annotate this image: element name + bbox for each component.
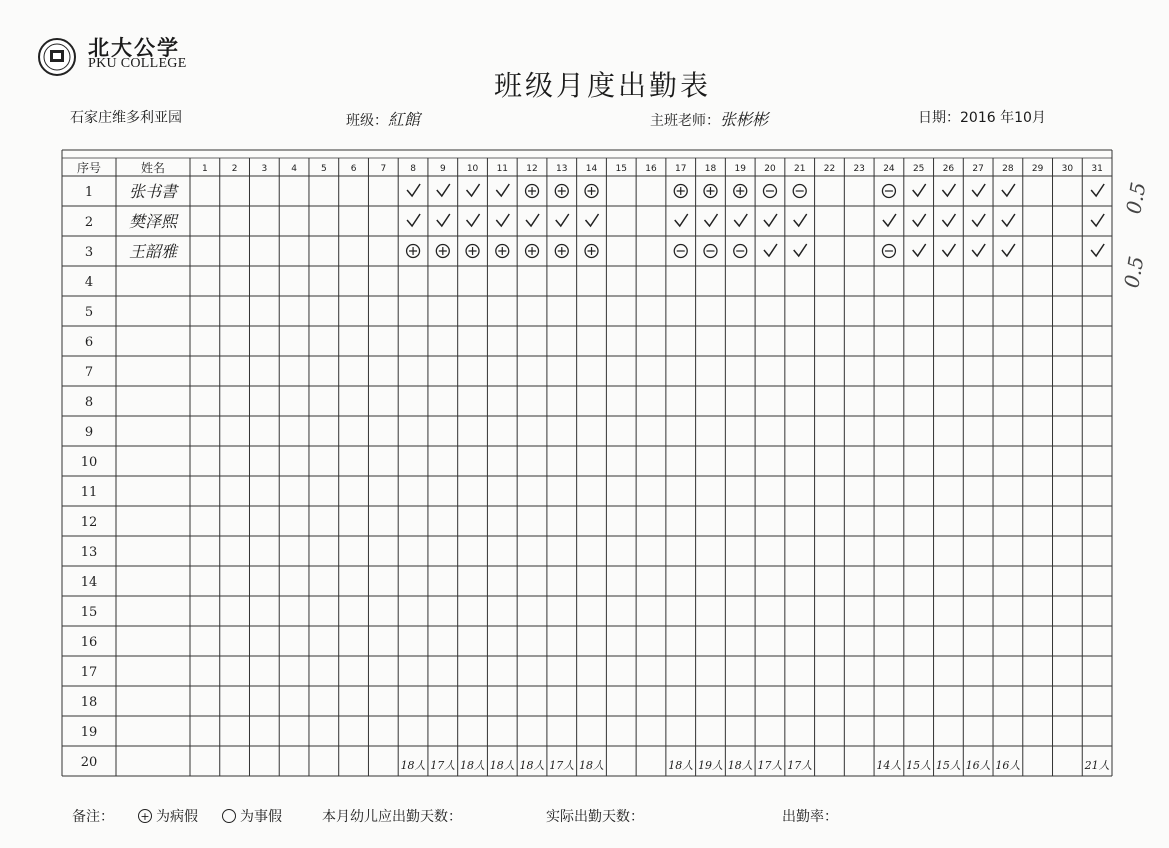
margin-note-2: 0.5 bbox=[1119, 254, 1149, 290]
personal-leave-icon bbox=[882, 185, 895, 198]
row-number: 19 bbox=[80, 725, 98, 740]
day-header-20: 20 bbox=[764, 164, 776, 174]
check-mark-icon bbox=[467, 184, 480, 196]
day-header-5: 5 bbox=[320, 164, 327, 174]
row-number: 14 bbox=[80, 575, 98, 590]
daily-total: 18人 bbox=[460, 759, 486, 772]
day-header-14: 14 bbox=[585, 164, 598, 174]
row-number: 2 bbox=[84, 215, 94, 230]
leave-legend bbox=[222, 806, 282, 826]
note-label: 备注： bbox=[72, 809, 114, 825]
daily-total: 15人 bbox=[935, 759, 961, 772]
date-label: 日期： bbox=[918, 110, 960, 126]
day-header-12: 12 bbox=[526, 164, 538, 174]
col-no-header: 序号 bbox=[76, 161, 102, 175]
date-value: 2016 年10月 bbox=[960, 110, 1046, 126]
day-header-7: 7 bbox=[380, 164, 387, 174]
row-number: 10 bbox=[80, 455, 98, 470]
sick-leave-icon bbox=[526, 185, 539, 198]
check-mark-icon bbox=[1091, 184, 1104, 196]
daily-total: 18人 bbox=[668, 759, 694, 772]
check-mark-icon bbox=[794, 214, 807, 226]
student-name: 张书書 bbox=[128, 182, 178, 201]
sick-leave-icon bbox=[674, 185, 687, 198]
day-header-9: 9 bbox=[439, 164, 446, 174]
teacher-value: 张彬彬 bbox=[720, 110, 769, 129]
leave-legend-label: 为事假 bbox=[240, 809, 282, 825]
sick-leave-icon bbox=[466, 245, 479, 258]
row-number: 8 bbox=[84, 395, 94, 410]
row-number: 6 bbox=[84, 335, 94, 350]
sick-leave-icon bbox=[436, 245, 449, 258]
actual-days-label: 实际出勤天数： bbox=[546, 809, 644, 825]
row-number: 18 bbox=[80, 695, 98, 710]
day-header-17: 17 bbox=[675, 164, 687, 174]
daily-total: 18人 bbox=[519, 759, 545, 772]
day-header-25: 25 bbox=[912, 164, 925, 174]
check-mark-icon bbox=[526, 214, 539, 226]
student-name: 王韶雅 bbox=[128, 242, 178, 261]
personal-leave-icon bbox=[882, 245, 895, 258]
sick-leave-icon bbox=[585, 185, 598, 198]
row-number: 16 bbox=[80, 635, 98, 650]
row-number: 3 bbox=[84, 245, 94, 260]
check-mark-icon bbox=[437, 184, 450, 196]
daily-total: 16人 bbox=[965, 759, 991, 772]
day-header-13: 13 bbox=[556, 164, 568, 174]
check-mark-icon bbox=[764, 214, 777, 226]
check-mark-icon bbox=[407, 214, 420, 226]
class-value: 紅館 bbox=[388, 110, 421, 129]
attendance-rate-label: 出勤率： bbox=[782, 809, 838, 825]
day-header-11: 11 bbox=[496, 164, 509, 174]
check-mark-icon bbox=[467, 214, 480, 226]
row-number: 9 bbox=[84, 425, 94, 440]
check-mark-icon bbox=[913, 214, 926, 226]
check-mark-icon bbox=[972, 214, 985, 226]
sick-leave-icon bbox=[704, 185, 717, 198]
day-header-8: 8 bbox=[410, 164, 416, 174]
col-name-header: 姓名 bbox=[140, 161, 166, 175]
sick-leave-icon bbox=[555, 185, 568, 198]
personal-leave-icon bbox=[763, 185, 776, 198]
page-title: 班级月度出勤表 bbox=[494, 69, 712, 102]
sick-legend-label: 为病假 bbox=[156, 809, 198, 825]
sick-leave-icon bbox=[526, 245, 539, 258]
sick-legend bbox=[138, 806, 198, 826]
day-header-3: 3 bbox=[261, 164, 268, 174]
row-number: 11 bbox=[80, 485, 98, 500]
sick-symbol-icon: + bbox=[138, 809, 152, 823]
daily-total: 17人 bbox=[757, 759, 783, 772]
check-mark-icon bbox=[1002, 184, 1015, 196]
personal-leave-icon bbox=[734, 245, 747, 258]
check-mark-icon bbox=[496, 214, 509, 226]
row-number: 12 bbox=[80, 515, 98, 530]
daily-total: 18人 bbox=[727, 759, 753, 772]
row-number: 13 bbox=[80, 545, 98, 560]
day-header-30: 30 bbox=[1061, 164, 1074, 174]
check-mark-icon bbox=[913, 244, 926, 256]
check-mark-icon bbox=[913, 184, 926, 196]
check-mark-icon bbox=[942, 184, 955, 196]
check-mark-icon bbox=[942, 214, 955, 226]
row-number: 4 bbox=[84, 275, 94, 290]
daily-total: 21人 bbox=[1084, 759, 1110, 772]
day-header-27: 27 bbox=[972, 164, 984, 174]
day-header-2: 2 bbox=[231, 164, 238, 174]
day-header-16: 16 bbox=[645, 164, 657, 174]
daily-total: 17人 bbox=[787, 759, 813, 772]
due-days-label: 本月幼儿应出勤天数： bbox=[322, 809, 462, 825]
daily-total: 19人 bbox=[697, 759, 723, 772]
day-header-4: 4 bbox=[291, 164, 297, 174]
check-mark-icon bbox=[704, 214, 717, 226]
daily-total: 18人 bbox=[579, 759, 605, 772]
day-header-15: 15 bbox=[615, 164, 627, 174]
logo-chinese-text: 北大公学 bbox=[88, 35, 180, 60]
check-mark-icon bbox=[972, 184, 985, 196]
sick-leave-icon bbox=[496, 245, 509, 258]
leave-symbol-icon bbox=[222, 809, 236, 823]
check-mark-icon bbox=[734, 214, 747, 226]
check-mark-icon bbox=[675, 214, 688, 226]
day-header-19: 19 bbox=[734, 164, 746, 174]
day-header-29: 29 bbox=[1031, 164, 1044, 174]
row-number: 7 bbox=[84, 365, 94, 380]
day-header-22: 22 bbox=[823, 164, 836, 174]
row-number: 20 bbox=[80, 755, 98, 770]
logo-english-text: PKU COLLEGE bbox=[88, 56, 187, 71]
check-mark-icon bbox=[586, 214, 599, 226]
school-name: 石家庄维多利亚园 bbox=[70, 110, 182, 126]
check-mark-icon bbox=[556, 214, 569, 226]
personal-leave-icon bbox=[704, 245, 717, 258]
check-mark-icon bbox=[1002, 214, 1015, 226]
daily-total: 16人 bbox=[995, 759, 1021, 772]
day-header-31: 31 bbox=[1091, 164, 1103, 174]
check-mark-icon bbox=[972, 244, 985, 256]
daily-total: 18人 bbox=[489, 759, 515, 772]
margin-note-1: 0.5 bbox=[1121, 180, 1151, 216]
day-header-1: 1 bbox=[202, 164, 208, 174]
sick-leave-icon bbox=[734, 185, 747, 198]
daily-total: 15人 bbox=[906, 759, 932, 772]
daily-total: 17人 bbox=[430, 759, 456, 772]
day-header-26: 26 bbox=[942, 164, 955, 174]
teacher-label: 主班老师： bbox=[650, 113, 720, 129]
day-header-18: 18 bbox=[704, 164, 717, 174]
check-mark-icon bbox=[794, 244, 807, 256]
daily-total: 14人 bbox=[876, 759, 902, 772]
class-label: 班级： bbox=[346, 113, 388, 129]
day-header-6: 6 bbox=[350, 164, 357, 174]
check-mark-icon bbox=[883, 214, 896, 226]
row-number: 17 bbox=[80, 665, 98, 680]
sick-leave-icon bbox=[585, 245, 598, 258]
row-number: 1 bbox=[84, 185, 94, 200]
check-mark-icon bbox=[764, 244, 777, 256]
day-header-21: 21 bbox=[793, 164, 806, 174]
student-name: 樊泽熙 bbox=[128, 212, 178, 231]
check-mark-icon bbox=[437, 214, 450, 226]
check-mark-icon bbox=[1091, 214, 1104, 226]
daily-total: 17人 bbox=[549, 759, 575, 772]
sick-leave-icon bbox=[407, 245, 420, 258]
check-mark-icon bbox=[1091, 244, 1104, 256]
check-mark-icon bbox=[942, 244, 955, 256]
sick-leave-icon bbox=[555, 245, 568, 258]
check-mark-icon bbox=[1002, 244, 1015, 256]
personal-leave-icon bbox=[674, 245, 687, 258]
personal-leave-icon bbox=[793, 185, 806, 198]
day-header-24: 24 bbox=[883, 164, 895, 174]
day-header-28: 28 bbox=[1002, 164, 1014, 174]
day-header-23: 23 bbox=[853, 164, 865, 174]
daily-total: 18人 bbox=[400, 759, 426, 772]
day-header-10: 10 bbox=[466, 164, 479, 174]
check-mark-icon bbox=[496, 184, 509, 196]
check-mark-icon bbox=[407, 184, 420, 196]
row-number: 15 bbox=[80, 605, 98, 620]
row-number: 5 bbox=[84, 305, 94, 320]
